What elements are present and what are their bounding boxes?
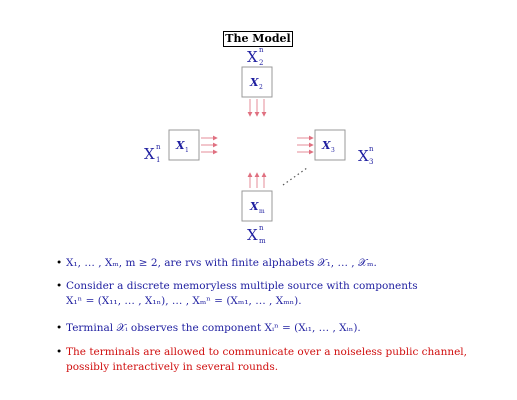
- svg-text:n: n: [156, 143, 161, 151]
- outer-label-x2: X: [247, 48, 258, 66]
- svg-text:X: X: [250, 200, 259, 213]
- svg-text:3: 3: [331, 147, 335, 154]
- bullet-list: • X₁, … , Xₘ, m ≥ 2, are rvs with finite alphabets 𝒳₁, … , 𝒳ₘ. • Consider a discrete memoryless multiple source with components X₁ⁿ = (X₁₁, … , X₁ₙ), … , Xₘⁿ = (Xₘ₁, … , Xₘₙ). • Terminal 𝒳ᵢ observes the component Xᵢⁿ = (Xᵢ₁, … , Xᵢₙ). • The terminals are allowed to communicate over a noiseless public channel, possibly interactively in several rounds.: [56, 257, 467, 373]
- outer-label-x1: X: [144, 145, 155, 163]
- svg-text:X: X: [176, 139, 185, 152]
- svg-text:n: n: [259, 46, 264, 54]
- svg-text:1: 1: [156, 156, 161, 164]
- svg-text:2: 2: [259, 84, 263, 91]
- svg-text:m: m: [259, 237, 266, 245]
- svg-text:n: n: [369, 145, 374, 153]
- svg-text:n: n: [259, 224, 264, 232]
- svg-text:X: X: [322, 139, 331, 152]
- svg-text:3: 3: [369, 158, 374, 166]
- svg-text:m: m: [259, 208, 265, 215]
- outer-label-xm: X: [247, 226, 258, 244]
- slide-title: The Model: [223, 31, 293, 47]
- svg-text:1: 1: [185, 147, 189, 154]
- svg-text:X: X: [250, 76, 259, 89]
- outer-label-x3: X: [358, 147, 369, 165]
- svg-text:2: 2: [259, 59, 264, 67]
